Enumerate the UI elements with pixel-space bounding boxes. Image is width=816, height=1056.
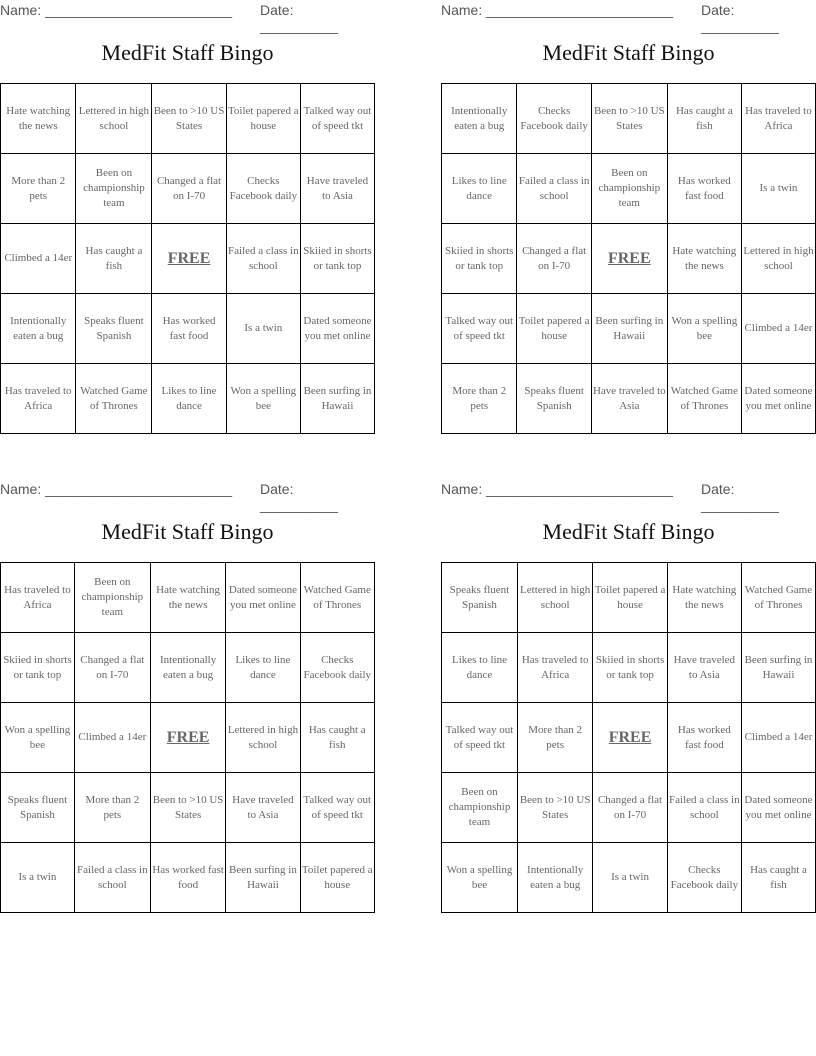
bingo-square: Won a spelling bee — [226, 364, 300, 434]
bingo-row — [442, 154, 816, 224]
bingo-row — [1, 84, 375, 154]
bingo-square: Won a spelling bee — [442, 843, 518, 913]
bingo-row — [1, 633, 375, 703]
bingo-square: More than 2 pets — [74, 773, 150, 843]
bingo-square: Hate watching the news — [667, 563, 741, 633]
bingo-square: Lettered in high school — [741, 224, 815, 294]
bingo-square: More than 2 pets — [1, 154, 76, 224]
bingo-square: Been surfing in Hawaii — [591, 294, 667, 364]
bingo-square: Likes to line dance — [226, 633, 300, 703]
bingo-square: Been on championship team — [74, 563, 150, 633]
bingo-square: Intentionally eaten a bug — [1, 294, 76, 364]
bingo-square: Been on championship team — [591, 154, 667, 224]
name-field-label: Name: ________________________ — [441, 481, 673, 497]
card-title: MedFit Staff Bingo — [542, 519, 715, 544]
bingo-row — [442, 633, 816, 703]
bingo-card-3 — [0, 479, 375, 891]
bingo-square: Has caught a fish — [667, 84, 741, 154]
bingo-square: Likes to line dance — [442, 154, 517, 224]
bingo-square: Intentionally eaten a bug — [150, 633, 226, 703]
card-title: MedFit Staff Bingo — [542, 40, 715, 65]
bingo-square: Changed a flat on I-70 — [152, 154, 226, 224]
bingo-row — [1, 703, 375, 773]
bingo-square: Dated someone you met online — [741, 773, 815, 843]
bingo-square: Failed a class in school — [74, 843, 150, 913]
bingo-row — [1, 563, 375, 633]
bingo-square: Checks Facebook daily — [517, 84, 591, 154]
name-field-label: Name: ________________________ — [0, 481, 232, 497]
date-field-label: Date: __________ — [260, 2, 338, 34]
bingo-square: Lettered in high school — [76, 84, 152, 154]
bingo-square: Intentionally eaten a bug — [442, 84, 517, 154]
bingo-square: More than 2 pets — [442, 364, 517, 434]
bingo-row — [442, 364, 816, 434]
bingo-square: Checks Facebook daily — [226, 154, 300, 224]
bingo-square: Lettered in high school — [517, 563, 592, 633]
name-date-row — [0, 479, 375, 513]
bingo-square: Dated someone you met online — [300, 294, 374, 364]
bingo-row — [442, 294, 816, 364]
bingo-square: Checks Facebook daily — [667, 843, 741, 913]
bingo-square: Likes to line dance — [152, 364, 226, 434]
bingo-square: Intentionally eaten a bug — [517, 843, 592, 913]
bingo-square: Toilet papered a house — [226, 84, 300, 154]
bingo-row — [442, 563, 816, 633]
bingo-grid — [441, 562, 816, 913]
bingo-square: Hate watching the news — [667, 224, 741, 294]
bingo-square: Has caught a fish — [76, 224, 152, 294]
bingo-square: Have traveled to Asia — [300, 154, 374, 224]
name-date-row — [0, 0, 375, 34]
free-space: FREE — [150, 703, 226, 773]
bingo-square: Changed a flat on I-70 — [593, 773, 667, 843]
bingo-square: Have traveled to Asia — [591, 364, 667, 434]
bingo-square: Failed a class in school — [226, 224, 300, 294]
bingo-square: Speaks fluent Spanish — [517, 364, 591, 434]
bingo-square: Been on championship team — [442, 773, 518, 843]
bingo-square: Talked way out of speed tkt — [442, 294, 517, 364]
bingo-square: Won a spelling bee — [1, 703, 75, 773]
bingo-square: Speaks fluent Spanish — [76, 294, 152, 364]
bingo-row — [1, 294, 375, 364]
bingo-row — [1, 364, 375, 434]
bingo-square: Hate watching the news — [150, 563, 226, 633]
bingo-square: Have traveled to Asia — [226, 773, 300, 843]
bingo-card-1 — [0, 0, 375, 412]
bingo-square: Lettered in high school — [226, 703, 300, 773]
bingo-square: Has worked fast food — [667, 703, 741, 773]
bingo-square: Changed a flat on I-70 — [517, 224, 591, 294]
free-space: FREE — [152, 224, 226, 294]
bingo-square: Talked way out of speed tkt — [300, 773, 374, 843]
bingo-square: Climbed a 14er — [1, 224, 76, 294]
bingo-square: More than 2 pets — [517, 703, 592, 773]
date-field-label: Date: __________ — [260, 481, 338, 513]
bingo-square: Has caught a fish — [300, 703, 374, 773]
bingo-square: Dated someone you met online — [226, 563, 300, 633]
bingo-square: Is a twin — [1, 843, 75, 913]
name-field-label: Name: ________________________ — [0, 2, 232, 18]
bingo-square: Toilet papered a house — [300, 843, 374, 913]
free-space: FREE — [593, 703, 667, 773]
bingo-square: Has worked fast food — [150, 843, 226, 913]
bingo-square: Skiied in shorts or tank top — [442, 224, 517, 294]
name-field-label: Name: ________________________ — [441, 2, 673, 18]
bingo-square: Watched Game of Thrones — [76, 364, 152, 434]
bingo-square: Climbed a 14er — [74, 703, 150, 773]
bingo-square: Been on championship team — [76, 154, 152, 224]
bingo-square: Won a spelling bee — [667, 294, 741, 364]
bingo-row — [1, 843, 375, 913]
bingo-square: Been to >10 US States — [150, 773, 226, 843]
bingo-square: Dated someone you met online — [741, 364, 815, 434]
name-date-row — [441, 479, 816, 513]
bingo-square: Watched Game of Thrones — [667, 364, 741, 434]
bingo-square: Been to >10 US States — [152, 84, 226, 154]
bingo-square: Changed a flat on I-70 — [74, 633, 150, 703]
bingo-square: Has caught a fish — [741, 843, 815, 913]
bingo-square: Skiied in shorts or tank top — [1, 633, 75, 703]
bingo-row — [1, 224, 375, 294]
bingo-row — [442, 703, 816, 773]
bingo-square: Been to >10 US States — [591, 84, 667, 154]
bingo-grid — [0, 562, 375, 913]
card-title: MedFit Staff Bingo — [101, 40, 274, 65]
bingo-square: Been to >10 US States — [517, 773, 592, 843]
bingo-square: Been surfing in Hawaii — [300, 364, 374, 434]
bingo-square: Likes to line dance — [442, 633, 518, 703]
bingo-square: Watched Game of Thrones — [300, 563, 374, 633]
bingo-square: Been surfing in Hawaii — [741, 633, 815, 703]
bingo-square: Is a twin — [741, 154, 815, 224]
bingo-square: Is a twin — [226, 294, 300, 364]
free-space: FREE — [591, 224, 667, 294]
name-date-row — [441, 0, 816, 34]
bingo-square: Been surfing in Hawaii — [226, 843, 300, 913]
bingo-card-2 — [441, 0, 816, 412]
bingo-row — [1, 773, 375, 843]
date-field-label: Date: __________ — [701, 2, 779, 34]
bingo-grid — [441, 83, 816, 434]
bingo-square: Skiied in shorts or tank top — [593, 633, 667, 703]
bingo-square: Talked way out of speed tkt — [300, 84, 374, 154]
bingo-square: Has traveled to Africa — [517, 633, 592, 703]
bingo-row — [442, 843, 816, 913]
bingo-square: Hate watching the news — [1, 84, 76, 154]
bingo-square: Climbed a 14er — [741, 294, 815, 364]
bingo-row — [442, 84, 816, 154]
bingo-card-4 — [441, 479, 816, 891]
bingo-row — [442, 224, 816, 294]
bingo-square: Has traveled to Africa — [1, 364, 76, 434]
bingo-square: Speaks fluent Spanish — [1, 773, 75, 843]
bingo-square: Have traveled to Asia — [667, 633, 741, 703]
bingo-square: Failed a class in school — [667, 773, 741, 843]
bingo-square: Has worked fast food — [667, 154, 741, 224]
card-title: MedFit Staff Bingo — [101, 519, 274, 544]
bingo-square: Toilet papered a house — [593, 563, 667, 633]
bingo-grid — [0, 83, 375, 434]
bingo-row — [442, 773, 816, 843]
bingo-row — [1, 154, 375, 224]
bingo-square: Has worked fast food — [152, 294, 226, 364]
bingo-square: Skiied in shorts or tank top — [300, 224, 374, 294]
bingo-square: Watched Game of Thrones — [741, 563, 815, 633]
bingo-square: Talked way out of speed tkt — [442, 703, 518, 773]
bingo-square: Checks Facebook daily — [300, 633, 374, 703]
bingo-square: Toilet papered a house — [517, 294, 591, 364]
bingo-square: Is a twin — [593, 843, 667, 913]
bingo-square: Speaks fluent Spanish — [442, 563, 518, 633]
bingo-square: Has traveled to Africa — [1, 563, 75, 633]
bingo-square: Failed a class in school — [517, 154, 591, 224]
bingo-square: Has traveled to Africa — [741, 84, 815, 154]
bingo-square: Climbed a 14er — [741, 703, 815, 773]
date-field-label: Date: __________ — [701, 481, 779, 513]
